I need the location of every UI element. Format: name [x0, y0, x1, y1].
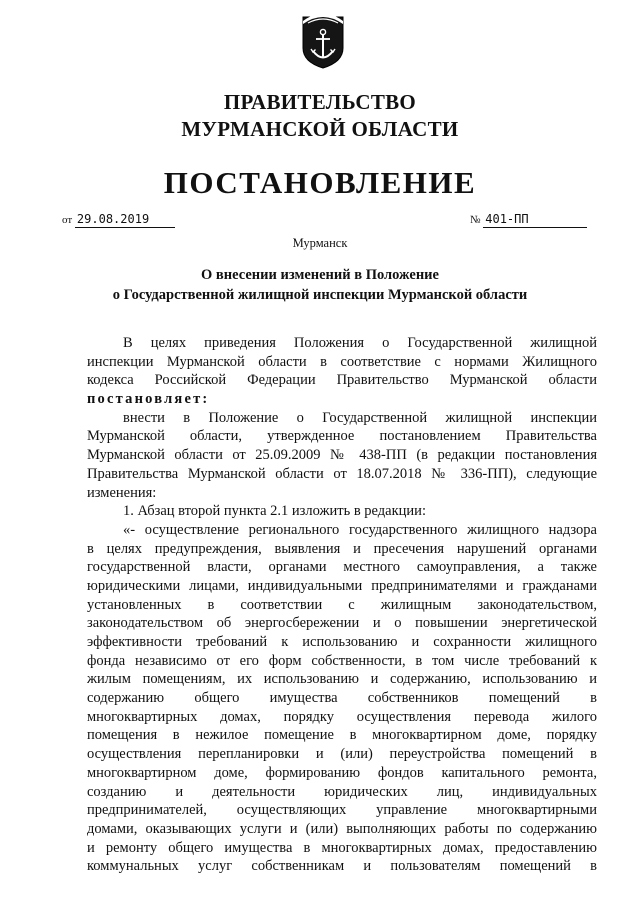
body-line-resolves: постановляет: [87, 391, 210, 408]
body-line: юридическими лицами, индивидуальными предпринимателями и гражданами [87, 577, 597, 594]
subject-line2: о Государственной жилищной инспекции Мурманской области [112, 287, 528, 303]
city: Мурманск [292, 236, 348, 250]
body-line: фонда независимо от его форм собственности, в том числе требований к [87, 652, 597, 669]
body-line: «- осуществление регионального государственного жилищного надзора [123, 521, 597, 538]
body-line: законодательством об энергосбережении и о повышении энергетической [87, 615, 597, 632]
body-line: установленных в соответствии с жилищным законодательством, [87, 596, 597, 613]
government-title-line2: МУРМАНСКОЙ ОБЛАСТИ [181, 117, 459, 141]
body-line: домами, оказывающих услуги и (или) выполняющих работы по содержанию [87, 820, 597, 837]
body-line: созданию и деятельности юридических лиц, индивидуальных [87, 783, 597, 800]
body-line: многоквартирных домах, порядку осуществления перевода жилого [87, 708, 597, 725]
body-line: внести в Положение о Государственной жилищной инспекции [123, 409, 597, 426]
body-line: инспекции Мурманской области в соответствие с нормами Жилищного [87, 353, 597, 370]
number-value: 401-ПП [483, 211, 587, 228]
coat-of-arms-icon [300, 14, 346, 70]
date-value: 29.08.2019 [75, 211, 175, 228]
subject-line1: О внесении изменений в Положение [201, 267, 439, 283]
government-title-line1: ПРАВИТЕЛЬСТВО [223, 90, 417, 114]
body-line: Правительства Мурманской области от 18.07.2018 № 336-ПП), следующие [87, 465, 597, 482]
document-body [87, 334, 597, 876]
date-prefix: от [62, 214, 73, 226]
body-line: Мурманской области, утвержденное постановлением Правительства [87, 428, 597, 445]
body-line: эффективности требований к использованию и сохранности жилищного [87, 634, 597, 650]
body-line: жилым помещениям, их использованию и содержанию, использованию и [87, 671, 597, 688]
body-line: и ремонту общего имущества в многоквартирных домах, предоставлению [87, 839, 597, 856]
number-prefix: № [470, 214, 481, 226]
document-number [470, 211, 587, 228]
body-line: кодекса Российской Федерации Правительство Мурманской области [87, 372, 597, 389]
body-line: предпринимателей, осуществляющих управление многоквартирными [87, 802, 597, 819]
body-line: помещения в нежилое помещение в многоквартирном доме, порядку [87, 727, 597, 744]
body-line: Мурманской области от 25.09.2009 № 438-ПП (в редакции постановления [87, 447, 597, 464]
body-line: осуществления перепланировки и (или) переустройства помещений в [87, 746, 597, 763]
body-line: содержанию общего имущества собственников помещений в [87, 690, 597, 707]
body-line: изменения: [87, 484, 157, 501]
body-line: В целях приведения Положения о Государственной жилищной [123, 335, 597, 351]
body-line: в целях предупреждения, выявления и пресечения нарушений органами [87, 540, 597, 557]
document-date [62, 211, 175, 228]
document-type: ПОСТАНОВЛЕНИЕ [163, 165, 477, 200]
body-line: коммунальных услуг собственникам и пользователям помещений в [87, 858, 597, 875]
body-line: многоквартирном доме, формированию фондов капитального ремонта, [87, 764, 597, 781]
body-line: 1. Абзац второй пункта 2.1 изложить в редакции: [123, 503, 426, 520]
body-line: государственной власти, органами местного самоуправления, а также [87, 559, 597, 576]
